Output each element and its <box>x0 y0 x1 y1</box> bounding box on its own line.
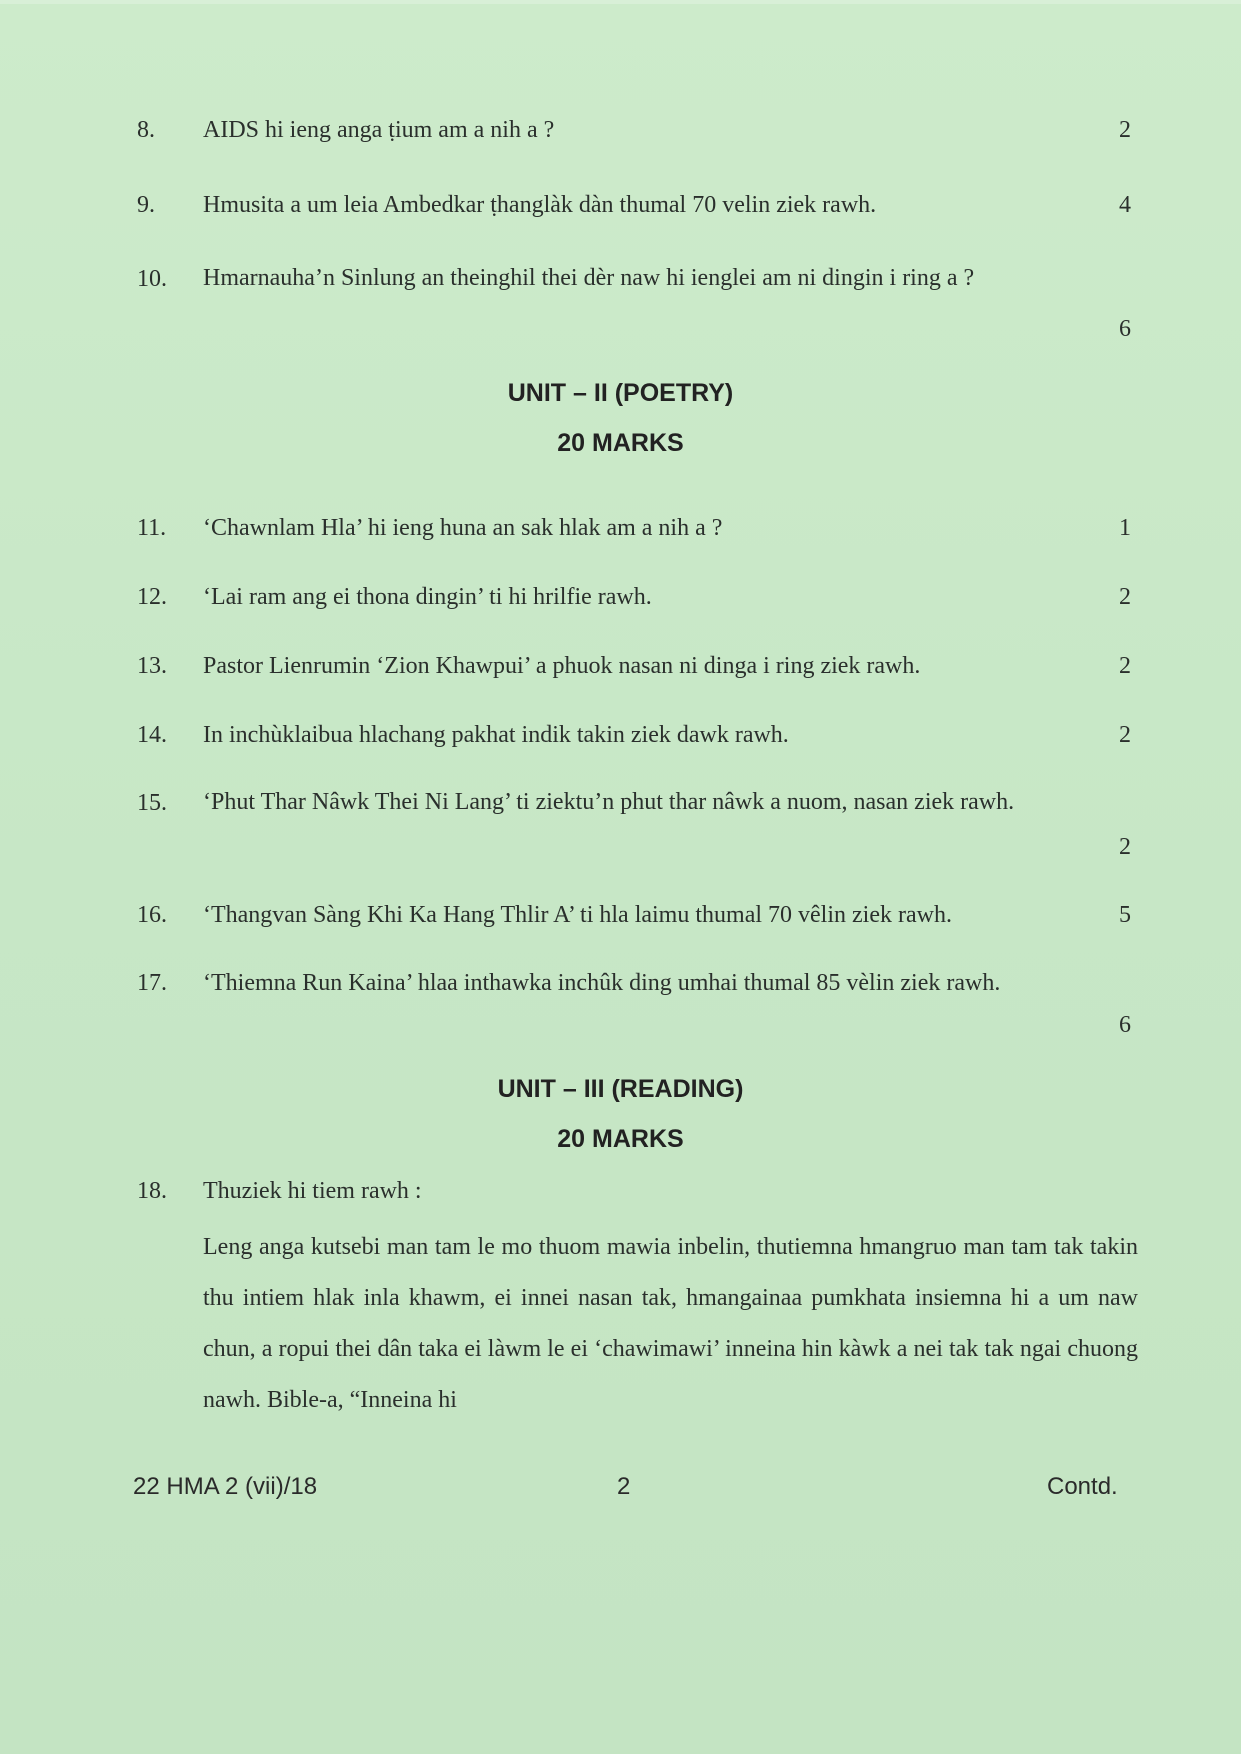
question-8 <box>137 117 1137 147</box>
question-10 <box>137 266 1137 346</box>
question-number: 9. <box>137 192 155 218</box>
question-marks: 2 <box>1119 584 1131 610</box>
question-number: 18. <box>137 1178 167 1204</box>
reading-passage: Leng anga kutsebi man tam le mo thuom mawia inbelin, thutiemna hmangruo man tam tak takin thu intiem hlak inla khawm, ei innei nasan tak, hmangainaa pumkhata insiemna hi a um naw chun, a ropui thei dân taka ei làwm le ei ‘chawimawi’ inneina hin kàwk a nei tak tak ngai chuong nawh. Bible-a, “Inneina hi <box>203 1234 1138 1413</box>
page-top-edge <box>0 0 1241 4</box>
question-text: AIDS hi ieng anga ṭium am a nih a ? <box>203 117 555 143</box>
question-marks: 1 <box>1119 515 1131 541</box>
question-17 <box>137 970 1137 1050</box>
question-text: ‘Chawnlam Hla’ hi ieng huna an sak hlak am a nih a ? <box>203 515 723 541</box>
question-15 <box>137 790 1137 870</box>
question-marks: 5 <box>1119 902 1131 928</box>
footer-code: 22 HMA 2 (vii)/18 <box>133 1473 318 1500</box>
question-text: ‘Thiemna Run Kaina’ hlaa inthawka inchûk ding umhai thumal 85 vèlin ziek rawh. <box>203 970 1001 996</box>
question-number: 17. <box>137 970 167 996</box>
question-number: 14. <box>137 722 167 748</box>
question-number: 10. <box>137 266 167 292</box>
question-text: Hmusita a um leia Ambedkar ṭhanglàk dàn thumal 70 velin ziek rawh. <box>203 192 877 218</box>
footer-page-number: 2 <box>617 1473 631 1500</box>
question-11 <box>137 515 1137 545</box>
question-16 <box>137 902 1137 932</box>
question-number: 11. <box>137 515 167 541</box>
question-marks: 6 <box>1119 1012 1131 1038</box>
unit-2-heading: UNIT – II (POETRY) <box>507 379 734 407</box>
question-text: Pastor Lienrumin ‘Zion Khawpui’ a phuok nasan ni dinga i ring ziek rawh. <box>203 653 921 679</box>
question-number: 15. <box>137 790 167 816</box>
question-marks: 2 <box>1119 722 1131 748</box>
question-marks: 4 <box>1119 192 1131 218</box>
question-marks: 2 <box>1119 834 1131 860</box>
question-text: Thuziek hi tiem rawh : <box>203 1178 422 1204</box>
question-number: 12. <box>137 584 167 610</box>
question-text: ‘Lai ram ang ei thona dingin’ ti hi hrilfie rawh. <box>203 584 652 610</box>
question-text: ‘Thangvan Sàng Khi Ka Hang Thlir A’ ti hla laimu thumal 70 vêlin ziek rawh. <box>203 902 952 928</box>
unit-3-marks: 20 MARKS <box>557 1125 684 1153</box>
unit-3-heading: UNIT – III (READING) <box>497 1075 744 1103</box>
question-9 <box>137 192 1137 222</box>
question-number: 16. <box>137 902 167 928</box>
question-14 <box>137 722 1137 752</box>
question-number: 8. <box>137 117 155 143</box>
unit-2-marks: 20 MARKS <box>557 429 684 457</box>
question-13 <box>137 653 1137 683</box>
question-marks: 6 <box>1119 316 1131 342</box>
question-text: ‘Phut Thar Nâwk Thei Ni Lang’ ti ziektu’n phut thar nâwk a nuom, nasan ziek rawh. <box>203 789 1015 815</box>
footer-contd: Contd. <box>1047 1473 1118 1500</box>
question-marks: 2 <box>1119 117 1131 143</box>
question-12 <box>137 584 1137 614</box>
question-marks: 2 <box>1119 653 1131 679</box>
question-text: Hmarnauha’n Sinlung an theinghil thei dèr naw hi ienglei am ni dingin i ring a ? <box>203 265 975 291</box>
question-18 <box>137 1178 1137 1208</box>
question-number: 13. <box>137 653 167 679</box>
question-text: In inchùklaibua hlachang pakhat indik takin ziek dawk rawh. <box>203 722 789 748</box>
